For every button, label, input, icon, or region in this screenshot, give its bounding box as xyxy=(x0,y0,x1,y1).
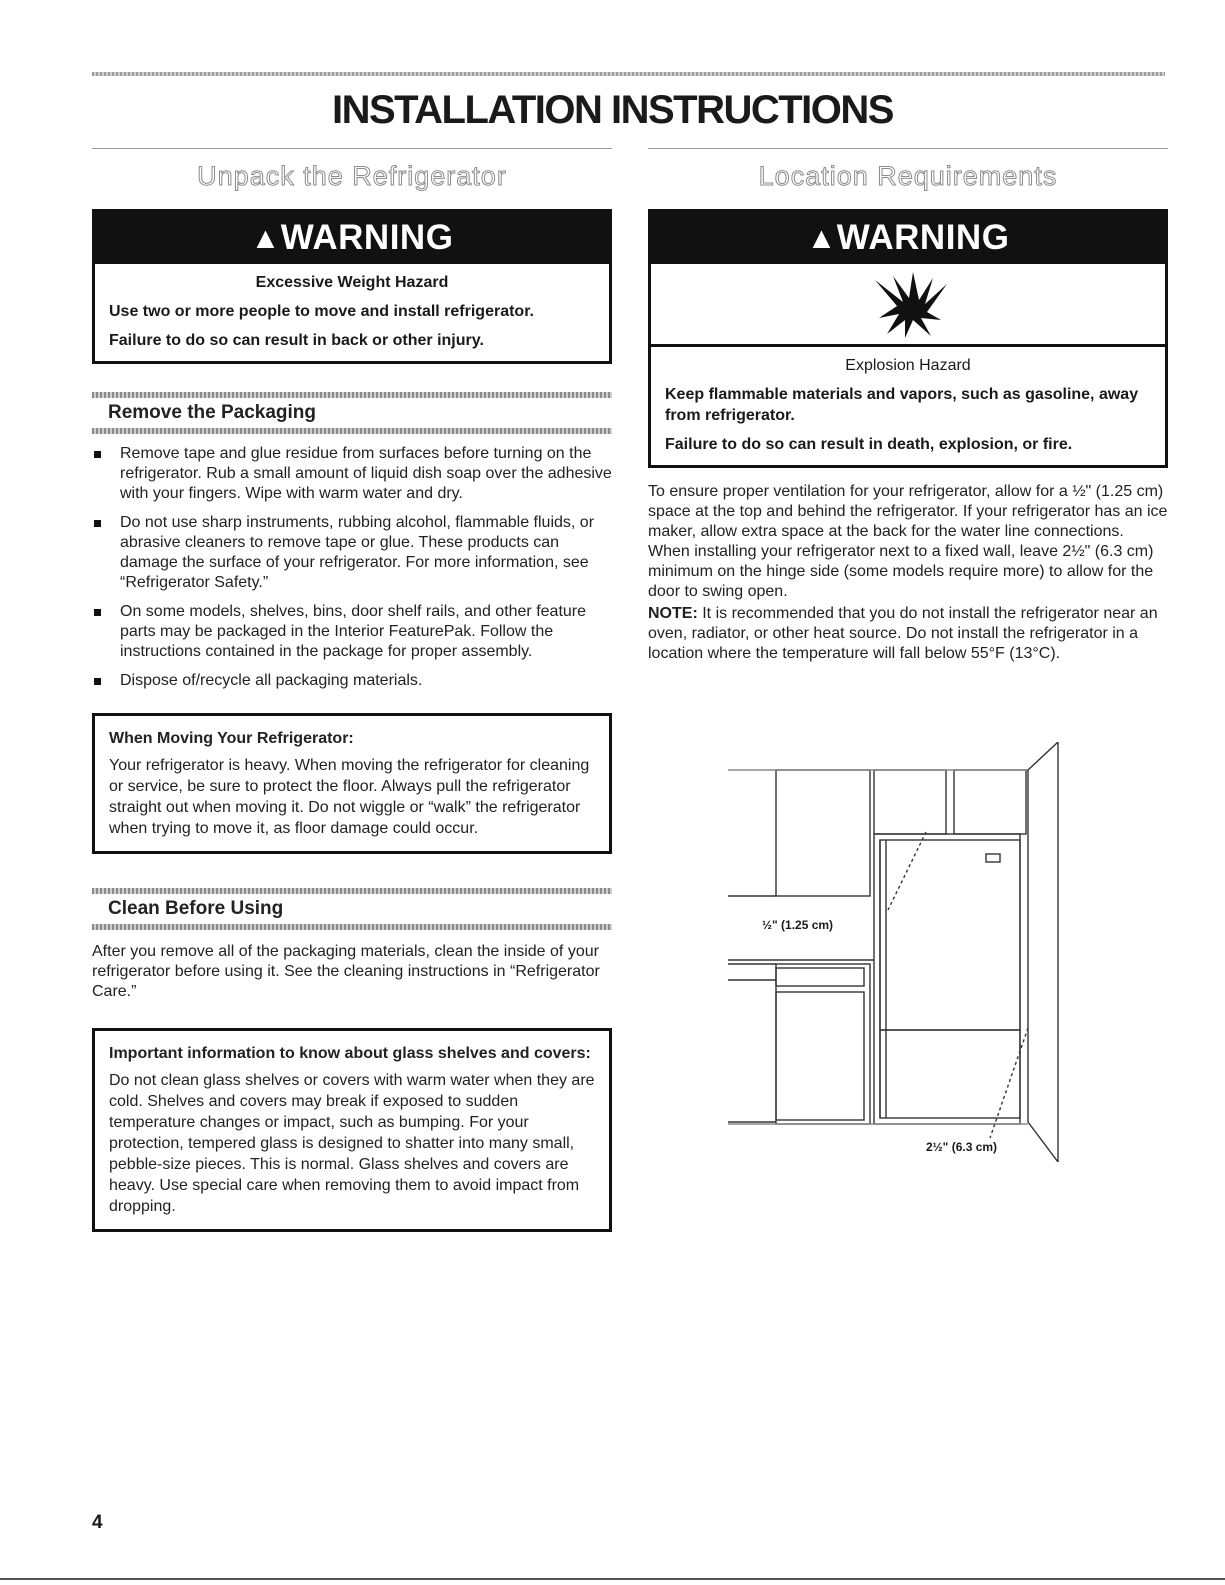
list-item: On some models, shelves, bins, door shelf rails, and other feature parts may be packaged in the Interior FeaturePak. Follow the instructions contained in the package for proper assembly. xyxy=(92,602,612,662)
upper-cabinet xyxy=(874,770,946,834)
info-box-text: Do not clean glass shelves or covers with warm water when they are cold. Shelves and covers may break if exposed to sudden temperature changes or impact, such as bumping. For your protection, tempered glass is designed to shatter into many small, pebble-size pieces. This is normal. Glass shelves and covers are heavy. Use special care when removing them to avoid impact from dropping. xyxy=(109,1072,595,1215)
packaging-bullet-list xyxy=(92,444,612,691)
section-title-location: Location Requirements xyxy=(758,161,1058,191)
right-column xyxy=(648,148,1168,664)
section-title-unpack: Unpack the Refrigerator xyxy=(197,161,507,191)
diagram-label-top-clearance: ½" (1.25 cm) xyxy=(762,918,834,932)
list-item: Dispose of/recycle all packaging materials. xyxy=(92,671,612,691)
refrigerator-outline xyxy=(874,834,1020,1124)
base-cabinet xyxy=(776,964,870,1124)
warning-line: Use two or more people to move and install refrigerator. xyxy=(109,303,534,320)
warning-body xyxy=(95,264,609,361)
warning-line: Failure to do so can result in back or other injury. xyxy=(109,332,484,349)
list-item: Remove tape and glue residue from surfaces before turning on the refrigerator. Rub a small amount of liquid dish soap over the adhesive with your fingers. Wipe with warm water and dry. xyxy=(92,444,612,504)
ventilation-text: To ensure proper ventilation for your refrigerator, allow for a ½" (1.25 cm) space at the top and behind the refrigerator. If your refrigerator has an ice maker, allow extra space at the back for the water line connections. When installing your refrigerator next to a fixed wall, leave 2½" (6.3 cm) minimum on the hinge side (some models require more) to allow for the door to swing open. xyxy=(648,483,1168,600)
clean-heading: Clean Before Using xyxy=(92,888,612,930)
clean-text: After you remove all of the packaging materials, clean the inside of your refrigerator before using it. See the cleaning instructions in “Refrigerator Care.” xyxy=(92,943,600,1000)
remove-packaging-heading: Remove the Packaging xyxy=(92,392,612,434)
clearance-diagram xyxy=(728,742,1068,1162)
list-item: Do not use sharp instruments, rubbing alcohol, flammable fluids, or abrasive cleaners to remove tape or glue. These products can damage the surface of your refrigerator. For more information, see “Refrigerator Safety.” xyxy=(92,513,612,593)
info-box-title: When Moving Your Refrigerator: xyxy=(109,730,354,747)
warning-line: Keep flammable materials and vapors, such as gasoline, away from refrigerator. xyxy=(665,386,1139,424)
explosion-warning-box xyxy=(648,209,1168,468)
explosion-icon xyxy=(651,264,1165,347)
bottom-rule xyxy=(0,1578,1225,1580)
note-paragraph xyxy=(648,604,1168,664)
weight-warning-box xyxy=(92,209,612,364)
warning-header: ▲WARNING xyxy=(95,212,609,264)
left-column xyxy=(92,148,612,1232)
info-box-title: Important information to know about glass shelves and covers: xyxy=(109,1045,591,1062)
page-title: INSTALLATION INSTRUCTIONS xyxy=(332,88,893,132)
upper-cabinet xyxy=(776,770,870,896)
warning-line: Failure to do so can result in death, explosion, or fire. xyxy=(665,436,1073,453)
glass-info-box xyxy=(92,1028,612,1232)
section-divider xyxy=(648,148,1168,149)
section-divider xyxy=(92,148,612,149)
page-number: 4 xyxy=(92,1512,103,1533)
warning-triangle-icon: ▲ xyxy=(806,222,837,255)
note-text: It is recommended that you do not install the refrigerator near an oven, radiator, or other heat source. Do not install the refrigerator in a location where the temperature will fall below 55°F (13°C). xyxy=(648,605,1158,662)
warning-body xyxy=(651,347,1165,465)
hazard-title: Excessive Weight Hazard xyxy=(255,274,449,291)
warning-triangle-icon: ▲ xyxy=(250,222,281,255)
top-rule xyxy=(92,72,1165,76)
hazard-title: Explosion Hazard xyxy=(845,357,971,374)
info-box-text: Your refrigerator is heavy. When moving the refrigerator for cleaning or service, be sure to protect the floor. Always pull the refrigerator straight out when moving it. Do not wiggle or “walk” the refrigerator when trying to move it, as floor damage could occur. xyxy=(109,757,590,837)
upper-cabinet xyxy=(954,770,1026,834)
note-label: NOTE: xyxy=(648,605,698,622)
warning-header: ▲WARNING xyxy=(651,212,1165,264)
moving-info-box xyxy=(92,713,612,854)
diagram-label-side-clearance: 2½" (6.3 cm) xyxy=(926,1140,998,1154)
